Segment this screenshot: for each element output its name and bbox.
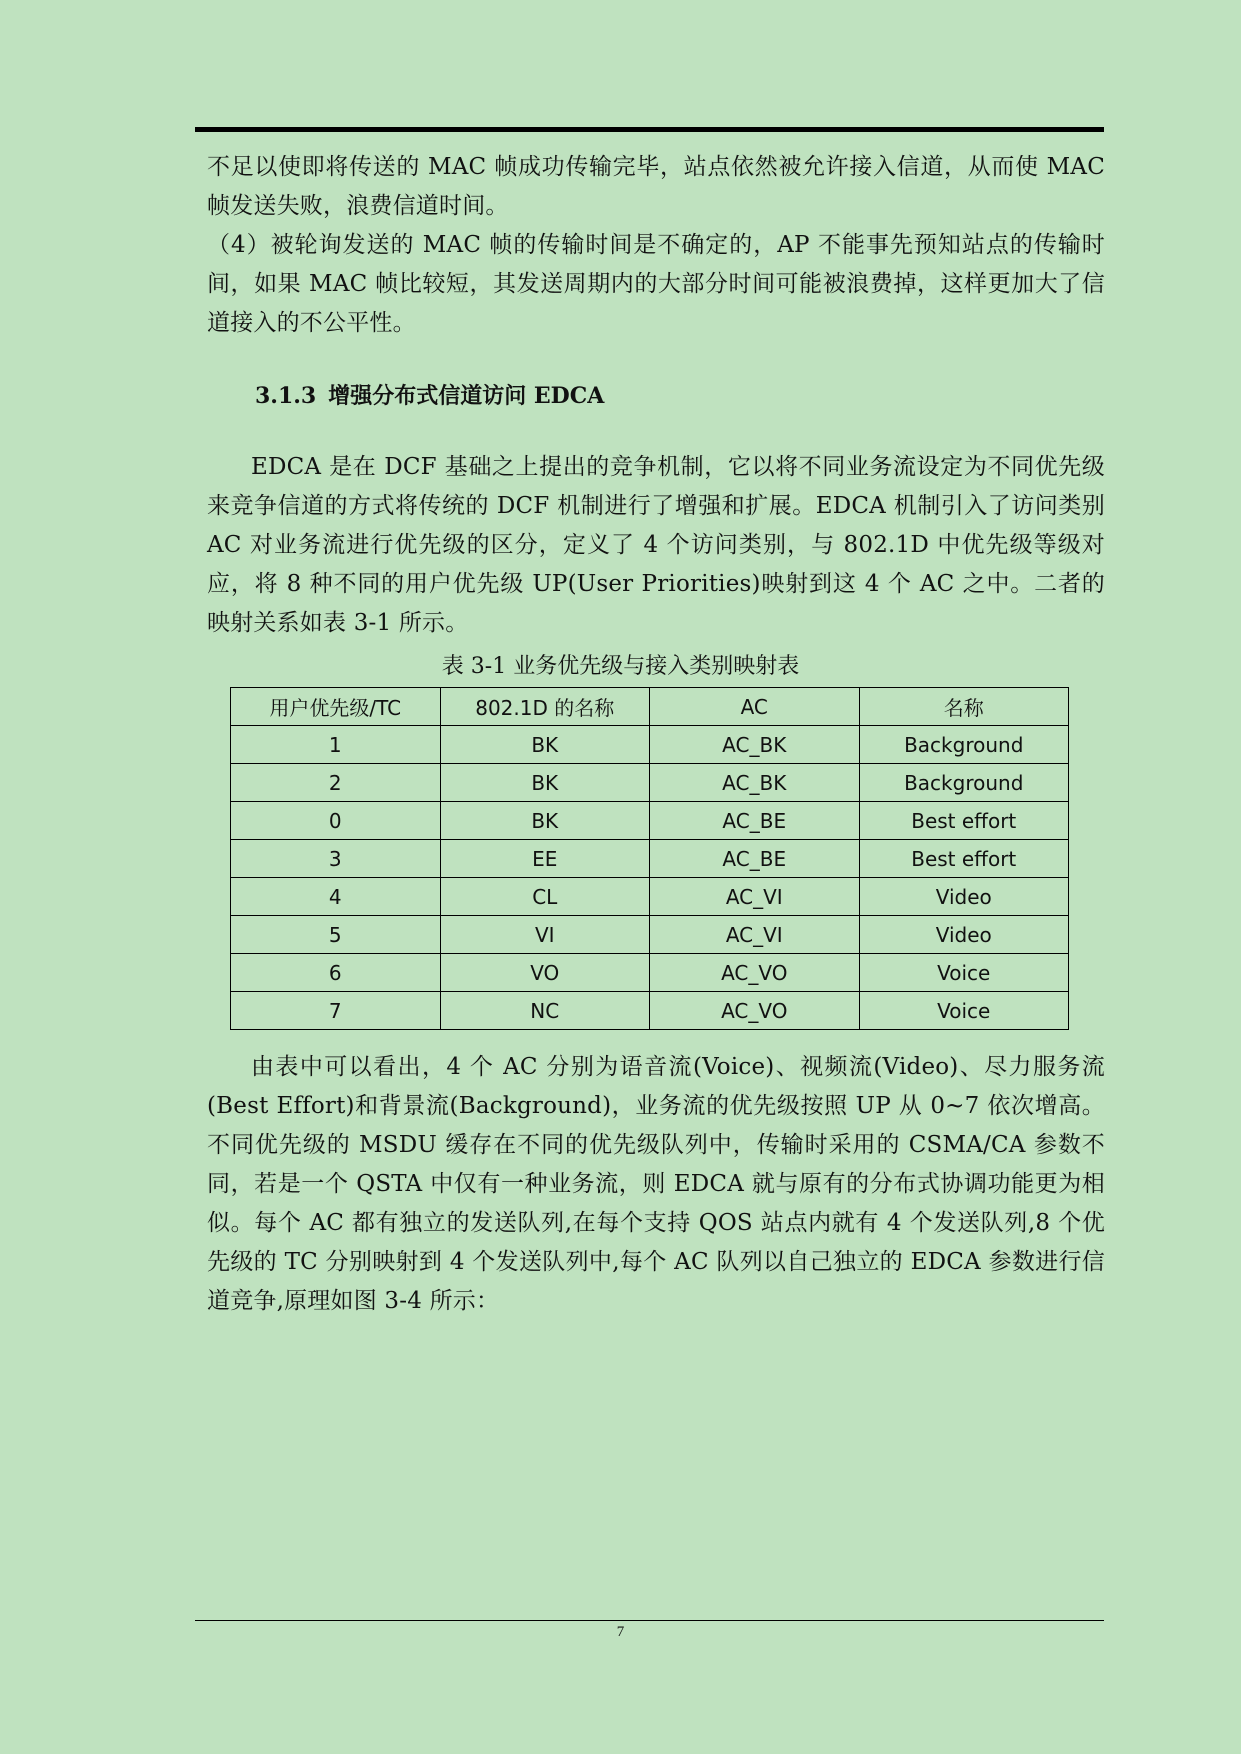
body-text-bottom (207, 1048, 1105, 1321)
header-rule (195, 127, 1104, 132)
header-name: 名称 (859, 688, 1069, 726)
cell-name: Voice (859, 992, 1069, 1030)
cell-ac: AC_VI (650, 878, 860, 916)
cell-priority: 3 (231, 840, 441, 878)
paragraph-mac-failure: 不足以使即将传送的 MAC 帧成功传输完毕，站点依然被允许接入信道，从而使 MAC 帧发送失败，浪费信道时间。 (207, 154, 1105, 219)
cell-8021d: EE (440, 840, 650, 878)
page-number: 7 (616, 1624, 625, 1640)
cell-8021d: CL (440, 878, 650, 916)
cell-priority: 1 (231, 726, 441, 764)
paragraph-ac-queues: 由表中可以看出，4 个 AC 分别为语音流(Voice)、视频流(Video)、尽力服务流(Best Effort)和背景流(Background)，业务流的优先级按照 UP 从 0~7 依次增高。不同优先级的 MSDU 缓存在不同的优先级队列中，传输时采用的 CSMA/CA 参数不同，若是一个 QSTA 中仅有一种业务流，则 EDCA 就与原有的分布式协调功能更为相似。每个 AC 都有独立的发送队列,在每个支持 QOS 站点内就有 4 个发送队列,8 个优先级的 TC 分别映射到 4 个发送队列中,每个 AC 队列以自己独立的 EDCA 参数进行信道竞争,原理如图 3-4 所示： (207, 1054, 1105, 1314)
cell-name: Video (859, 916, 1069, 954)
cell-name: Background (859, 726, 1069, 764)
cell-name: Best effort (859, 802, 1069, 840)
header-user-priority: 用户优先级/TC (231, 688, 441, 726)
paragraph-edca-intro: EDCA 是在 DCF 基础之上提出的竞争机制，它以将不同业务流设定为不同优先级来竞争信道的方式将传统的 DCF 机制进行了增强和扩展。EDCA 机制引入了访问类别 AC 对业务流进行优先级的区分，定义了 4 个访问类别，与 802.1D 中优先级等级对应，将 8 种不同的用户优先级 UP(User Priorities)映射到这 4 个 AC 之中。二者的映射关系如表 3-1 所示。 (207, 454, 1105, 636)
cell-name: Video (859, 878, 1069, 916)
table-row (231, 916, 1069, 954)
cell-priority: 0 (231, 802, 441, 840)
cell-ac: AC_BK (650, 764, 860, 802)
cell-ac: AC_BE (650, 802, 860, 840)
header-8021d-name: 802.1D 的名称 (440, 688, 650, 726)
cell-8021d: BK (440, 726, 650, 764)
cell-ac: AC_VO (650, 954, 860, 992)
table-row (231, 878, 1069, 916)
cell-name: Voice (859, 954, 1069, 992)
footer-rule (195, 1620, 1104, 1621)
cell-name: Best effort (859, 840, 1069, 878)
paragraph-polling: （4）被轮询发送的 MAC 帧的传输时间是不确定的，AP 不能事先预知站点的传输时间，如果 MAC 帧比较短，其发送周期内的大部分时间可能被浪费掉，这样更加大了信道接入的不公平性。 (207, 232, 1105, 336)
table-row (231, 726, 1069, 764)
section-number: 3.1.3 (255, 383, 317, 409)
cell-ac: AC_VI (650, 916, 860, 954)
table-row (231, 840, 1069, 878)
cell-8021d: VO (440, 954, 650, 992)
header-ac: AC (650, 688, 860, 726)
cell-priority: 5 (231, 916, 441, 954)
cell-ac: AC_VO (650, 992, 860, 1030)
cell-8021d: NC (440, 992, 650, 1030)
table-row (231, 954, 1069, 992)
cell-8021d: VI (440, 916, 650, 954)
cell-priority: 2 (231, 764, 441, 802)
cell-priority: 4 (231, 878, 441, 916)
cell-8021d: BK (440, 802, 650, 840)
table-row (231, 992, 1069, 1030)
section-title: 增强分布式信道访问 EDCA (328, 383, 605, 409)
table-caption: 表 3-1 业务优先级与接入类别映射表 (441, 654, 800, 679)
priority-mapping-table (230, 687, 1069, 1030)
table-row (231, 764, 1069, 802)
cell-priority: 6 (231, 954, 441, 992)
cell-ac: AC_BE (650, 840, 860, 878)
cell-priority: 7 (231, 992, 441, 1030)
table-row (231, 802, 1069, 840)
body-text-top (207, 148, 1105, 643)
section-heading (255, 377, 1105, 416)
cell-name: Background (859, 764, 1069, 802)
cell-8021d: BK (440, 764, 650, 802)
table-header-row (231, 688, 1069, 726)
cell-ac: AC_BK (650, 726, 860, 764)
